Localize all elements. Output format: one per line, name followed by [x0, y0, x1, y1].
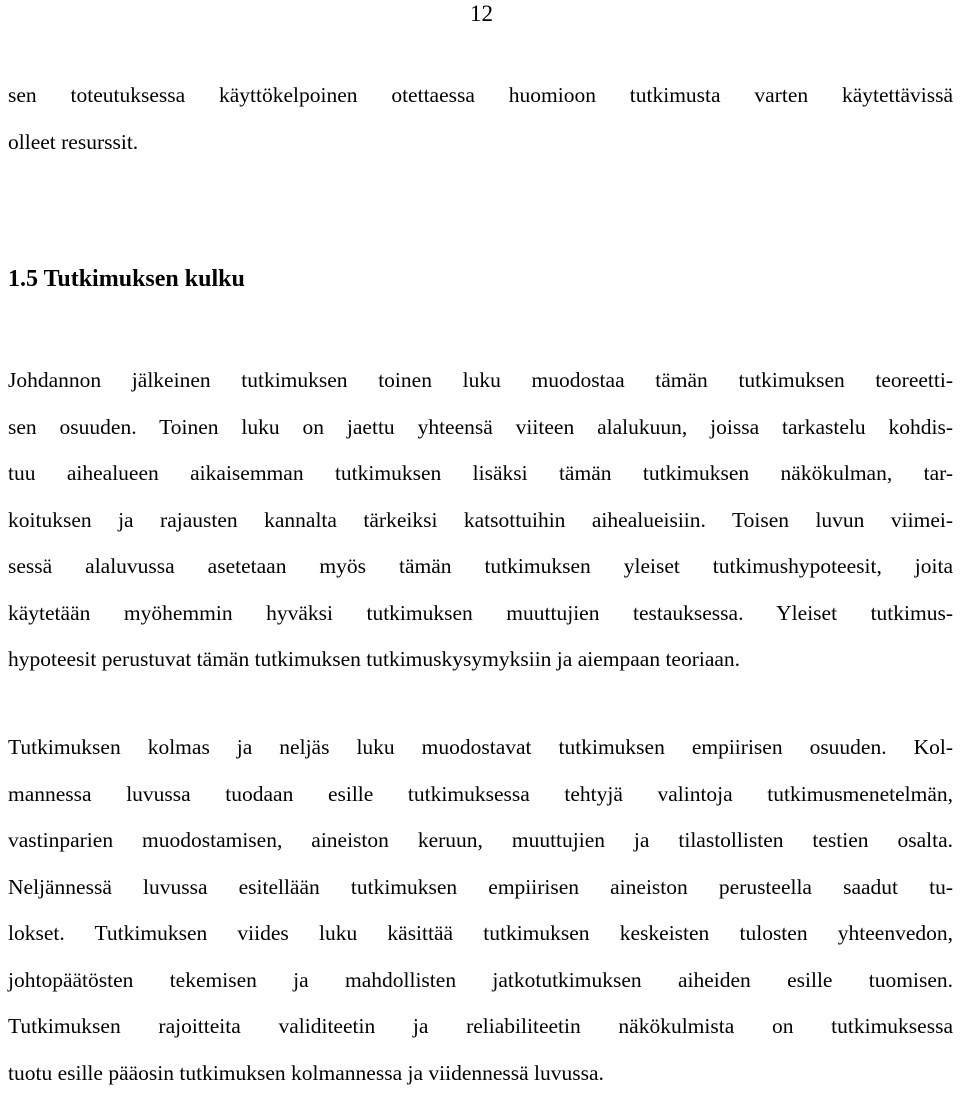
- page-number: 12: [0, 1, 960, 27]
- text-line: tuotu esille pääosin tutkimuksen kolmannessa ja viidennessä luvussa.: [8, 1050, 953, 1096]
- text-line: Neljännessä luvussa esitellään tutkimuksen empiirisen aineiston perusteella saadut tu-: [8, 864, 953, 911]
- section-heading: 1.5 Tutkimuksen kulku: [8, 259, 245, 299]
- text-line: Johdannon jälkeinen tutkimuksen toinen luku muodostaa tämän tutkimuksen teoreetti-: [8, 357, 953, 404]
- text-line: mannessa luvussa tuodaan esille tutkimuksessa tehtyjä valintoja tutkimusmenetelmän,: [8, 771, 953, 818]
- text-line: sen osuuden. Toinen luku on jaettu yhteensä viiteen alalukuun, joissa tarkastelu kohdis-: [8, 404, 953, 451]
- text-line: olleet resurssit.: [8, 119, 953, 166]
- text-line: lokset. Tutkimuksen viides luku käsittää tutkimuksen keskeisten tulosten yhteenvedon,: [8, 910, 953, 957]
- text-line: koituksen ja rajausten kannalta tärkeiksi katsottuihin aihealueisiin. Toisen luvun viimei-: [8, 497, 953, 544]
- text-line: tuu aihealueen aikaisemman tutkimuksen lisäksi tämän tutkimuksen näkökulman, tar-: [8, 450, 953, 497]
- text-line: johtopäätösten tekemisen ja mahdollisten jatkotutkimuksen aiheiden esille tuomisen.: [8, 957, 953, 1004]
- text-line: sessä alaluvussa asetetaan myös tämän tutkimuksen yleiset tutkimushypoteesit, joita: [8, 543, 953, 590]
- paragraph-structure-theory: [8, 357, 953, 683]
- text-line: Tutkimuksen kolmas ja neljäs luku muodostavat tutkimuksen empiirisen osuuden. Kol-: [8, 724, 953, 771]
- paragraph-structure-empirical: [8, 724, 953, 1096]
- text-line: sen toteutuksessa käyttökelpoinen otettaessa huomioon tutkimusta varten käytettävissä: [8, 72, 953, 119]
- text-line: vastinparien muodostamisen, aineiston keruun, muuttujien ja tilastollisten testien osalta.: [8, 817, 953, 864]
- paragraph-intro-continuation: [8, 72, 953, 165]
- text-line: Tutkimuksen rajoitteita validiteetin ja reliabiliteetin näkökulmista on tutkimuksessa: [8, 1003, 953, 1050]
- text-line: hypoteesit perustuvat tämän tutkimuksen tutkimuskysymyksiin ja aiempaan teoriaan.: [8, 636, 953, 683]
- text-line: käytetään myöhemmin hyväksi tutkimuksen muuttujien testauksessa. Yleiset tutkimus-: [8, 590, 953, 637]
